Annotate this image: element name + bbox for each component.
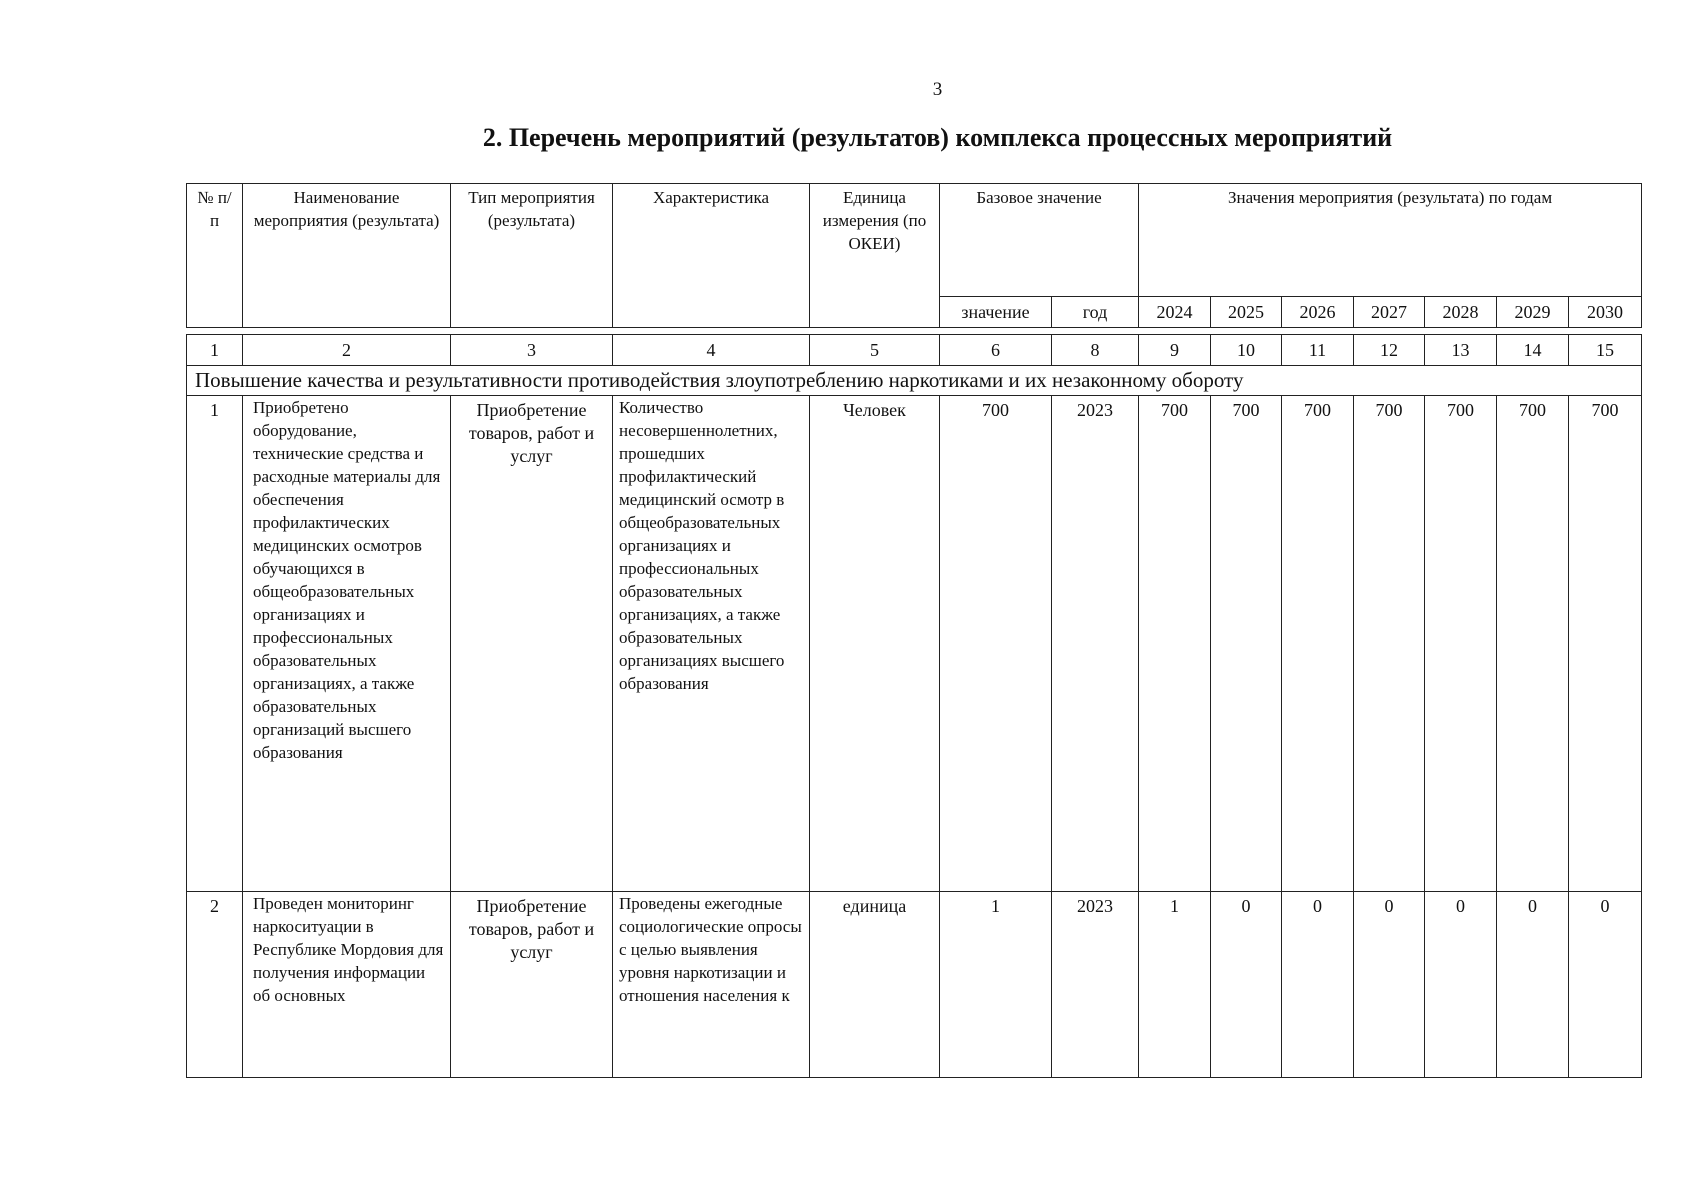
activity-type: Приобретение товаров, работ и услуг [451, 892, 613, 1078]
year-value: 700 [1354, 396, 1425, 892]
activity-unit: Человек [810, 396, 940, 892]
base-year: 2023 [1052, 892, 1139, 1078]
header-year: 2030 [1569, 297, 1642, 328]
column-number: 3 [451, 335, 613, 366]
page-number: 3 [932, 79, 943, 100]
column-number: 2 [243, 335, 451, 366]
base-value: 700 [940, 396, 1052, 892]
column-number: 5 [810, 335, 940, 366]
column-number: 9 [1139, 335, 1211, 366]
activity-type: Приобретение товаров, работ и услуг [451, 396, 613, 892]
column-number: 14 [1497, 335, 1569, 366]
row-number: 1 [187, 396, 243, 892]
year-value: 0 [1211, 892, 1282, 1078]
activity-characteristic: Проведены ежегодные социологические опросы с целью выявления уровня наркотизации и отношения населения к [613, 892, 810, 1078]
header-base-value: Базовое значение [940, 184, 1139, 297]
column-number: 13 [1425, 335, 1497, 366]
column-number: 4 [613, 335, 810, 366]
year-value: 0 [1354, 892, 1425, 1078]
year-value: 700 [1497, 396, 1569, 892]
activities-table-wrapper [186, 183, 1641, 1078]
header-year: 2024 [1139, 297, 1211, 328]
base-year: 2023 [1052, 396, 1139, 892]
header-year: 2027 [1354, 297, 1425, 328]
header-activity-type: Тип мероприятия (результата) [451, 184, 613, 328]
column-number: 10 [1211, 335, 1282, 366]
header-unit: Единица измерения (по ОКЕИ) [810, 184, 940, 328]
header-activity-name: Наименование мероприятия (результата) [243, 184, 451, 328]
year-value: 0 [1282, 892, 1354, 1078]
column-number: 15 [1569, 335, 1642, 366]
document-title: 2. Перечень мероприятий (результатов) комплекса процессных мероприятий [482, 123, 1393, 152]
activity-name: Приобретено оборудование, технические средства и расходные материалы для обеспечения профилактических медицинских осмотров обучающихся в общеобразовательных организациях и профессиональных образовательных организациях, а также образовательных организаций высшего образования [243, 396, 451, 892]
table-row [187, 396, 1642, 892]
header-base-value-value: значение [940, 297, 1052, 328]
activity-name: Проведен мониторинг наркоситуации в Республике Мордовия для получения информации об основных [243, 892, 451, 1078]
header-characteristic: Характеристика [613, 184, 810, 328]
header-row [187, 184, 1642, 297]
year-value: 700 [1139, 396, 1211, 892]
section-row [187, 366, 1642, 396]
base-value: 1 [940, 892, 1052, 1078]
header-year: 2026 [1282, 297, 1354, 328]
header-base-value-year: год [1052, 297, 1139, 328]
activity-unit: единица [810, 892, 940, 1078]
year-value: 1 [1139, 892, 1211, 1078]
year-value: 700 [1425, 396, 1497, 892]
year-value: 0 [1425, 892, 1497, 1078]
header-year: 2025 [1211, 297, 1282, 328]
header-year: 2029 [1497, 297, 1569, 328]
header-number: № п/п [187, 184, 243, 328]
year-value: 700 [1211, 396, 1282, 892]
column-number: 6 [940, 335, 1052, 366]
column-number-row [187, 335, 1642, 366]
activity-characteristic: Количество несовершеннолетних, прошедших профилактический медицинский осмотр в общеобразовательных организациях и профессиональных образовательных организациях, а также образовательных организациях высшего образования [613, 396, 810, 892]
column-number: 11 [1282, 335, 1354, 366]
separator-row [187, 328, 1642, 335]
year-value: 700 [1569, 396, 1642, 892]
section-title: Повышение качества и результативности противодействия злоупотреблению наркотиками и их незаконному обороту [187, 366, 1642, 396]
column-number: 1 [187, 335, 243, 366]
row-number: 2 [187, 892, 243, 1078]
year-value: 0 [1497, 892, 1569, 1078]
table-row [187, 892, 1642, 1078]
header-values-by-year: Значения мероприятия (результата) по годам [1139, 184, 1642, 297]
column-number: 12 [1354, 335, 1425, 366]
year-value: 700 [1282, 396, 1354, 892]
year-value: 0 [1569, 892, 1642, 1078]
column-number: 8 [1052, 335, 1139, 366]
separator-cell [187, 328, 1642, 335]
header-year: 2028 [1425, 297, 1497, 328]
activities-table [186, 183, 1642, 1078]
